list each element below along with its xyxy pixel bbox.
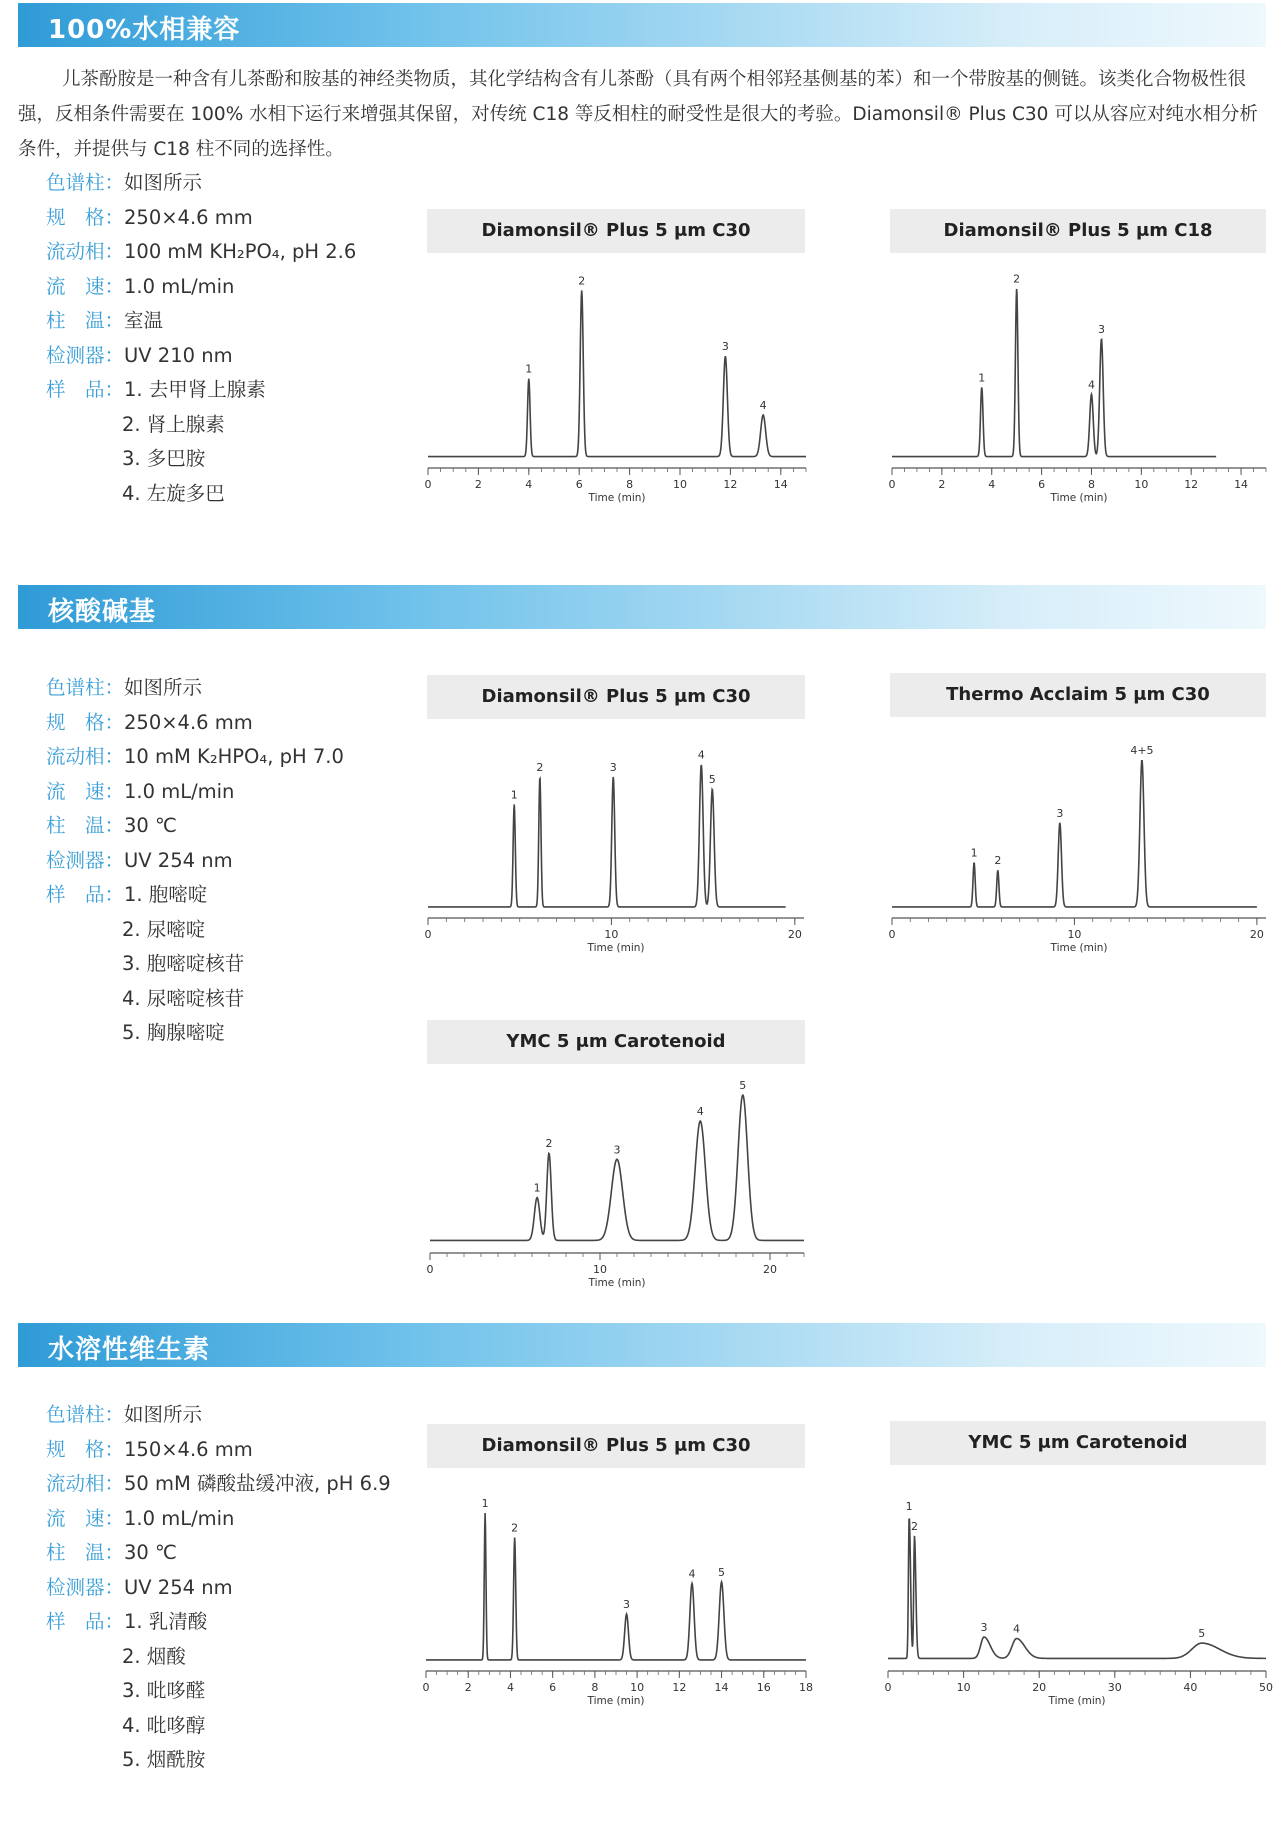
- param-label: 流动相：: [46, 745, 125, 768]
- peak-label: 1: [481, 1497, 489, 1511]
- peak-label: 2: [1013, 272, 1021, 286]
- chromatogram-trace: [428, 765, 786, 907]
- conditions-list-3: [46, 1398, 391, 1778]
- sample-item: 4. 吡哆醇: [122, 1713, 206, 1737]
- tick-label: 14: [1234, 478, 1249, 491]
- param-row: [46, 235, 356, 270]
- tick-label: 10: [593, 1263, 607, 1276]
- tick-label: 10: [956, 1681, 971, 1694]
- param-row: [46, 201, 356, 236]
- tick-label: 2: [464, 1681, 472, 1694]
- tick-label: 18: [799, 1681, 813, 1694]
- param-row: [46, 671, 344, 706]
- chromatogram-trace: [428, 290, 806, 456]
- tick-label: 10: [1134, 478, 1149, 491]
- sample-item: 5. 胸腺嘧啶: [122, 1021, 225, 1044]
- tick-label: 4: [506, 1681, 514, 1694]
- param-value: 150×4.6 mm: [124, 1437, 253, 1461]
- tick-label: 16: [756, 1681, 771, 1694]
- param-label: 检测器：: [46, 848, 125, 872]
- tick-label: 2: [474, 478, 482, 491]
- x-axis-label: Time (min): [587, 1695, 645, 1707]
- chromatogram-trace: [892, 761, 1257, 907]
- sample-item: 2. 肾上腺素: [122, 412, 225, 436]
- param-label: 柱 温：: [46, 1541, 125, 1564]
- tick-label: 10: [630, 1681, 645, 1694]
- chart-title: Diamonsil® Plus 5 μm C30: [427, 675, 805, 719]
- tick-label: 6: [1038, 478, 1046, 491]
- peak-label: 3: [980, 1620, 988, 1634]
- param-row: [46, 1605, 391, 1640]
- param-row: [46, 339, 356, 374]
- peak-label: 2: [910, 1520, 918, 1534]
- param-row: [46, 1536, 391, 1571]
- section-header-nucleobase: [18, 585, 1266, 629]
- param-label: 色谱柱：: [46, 676, 125, 699]
- sample-item: 2. 烟酸: [122, 1644, 186, 1668]
- param-row: [46, 373, 356, 408]
- param-label: 流动相：: [46, 1472, 125, 1495]
- param-row: [46, 1433, 391, 1468]
- peak-label: 5: [708, 773, 716, 787]
- tick-label: 30: [1107, 1681, 1122, 1694]
- chromatogram-trace: [888, 1519, 1266, 1659]
- peak-label: 2: [578, 274, 586, 288]
- tick-label: 0: [422, 1681, 430, 1694]
- param-row: [46, 844, 344, 879]
- param-value: 250×4.6 mm: [124, 710, 253, 734]
- param-value: 1.0 mL/min: [124, 274, 235, 298]
- param-label: 色谱柱：: [46, 171, 125, 194]
- chart-title: YMC 5 μm Carotenoid: [427, 1020, 805, 1064]
- chromatogram-trace: [892, 289, 1216, 457]
- conditions-list-1: [46, 166, 356, 511]
- tick-label: 0: [424, 928, 432, 941]
- chromatogram-c30-vitamin: [422, 1497, 813, 1718]
- section-title: 核酸碱基: [48, 597, 157, 627]
- param-row: [46, 809, 344, 844]
- intro-paragraph: 儿茶酚胺是一种含有儿茶酚和胺基的神经类物质，其化学结构含有儿茶酚（具有两个相邻羟基侧基的苯）和一个带胺基的侧链。该类化合物极性很强，反相条件需要在 100% 水相下运行来增强其保留，对传统 C18 等反相柱的耐受性是很大的考验。Diamonsil® Plus C30 可以从容应对纯水相分析条件，并提供与 C18 柱不同的选择性。: [18, 69, 1258, 160]
- tick-label: 50: [1259, 1681, 1273, 1694]
- param-value: 50 mM 磷酸盐缓冲液, pH 6.9: [124, 1472, 391, 1495]
- peak-label: 4: [696, 1105, 704, 1119]
- param-value: 如图所示: [124, 1403, 203, 1426]
- peak-label: 5: [1198, 1627, 1206, 1641]
- peak-label: 4: [688, 1567, 696, 1581]
- peak-label: 4+5: [1130, 744, 1154, 758]
- peak-label: 2: [545, 1137, 553, 1151]
- tick-label: 6: [549, 1681, 557, 1694]
- param-label: 流 速：: [46, 274, 125, 298]
- tick-label: 20: [1032, 1681, 1047, 1694]
- section-title: 100%水相兼容: [48, 15, 241, 45]
- param-value: UV 210 nm: [124, 343, 233, 367]
- tick-label: 12: [672, 1681, 687, 1694]
- tick-label: 10: [1067, 928, 1082, 941]
- param-label: 检测器：: [46, 1575, 125, 1599]
- param-label: 流动相：: [46, 240, 125, 263]
- param-row: [46, 878, 344, 913]
- param-label: 柱 温：: [46, 309, 125, 332]
- chromatogram-acclaim-nucleobase: [888, 744, 1268, 965]
- peak-label: 3: [1097, 322, 1105, 336]
- tick-label: 12: [723, 478, 738, 491]
- tick-label: 14: [714, 1681, 729, 1694]
- param-row: [46, 166, 356, 201]
- param-value: 1.0 mL/min: [124, 1506, 235, 1530]
- tick-label: 40: [1183, 1681, 1198, 1694]
- sample-item: 3. 吡哆醛: [122, 1679, 206, 1702]
- section-title: 水溶性维生素: [48, 1335, 211, 1365]
- section-header-aqueous: [18, 3, 1266, 47]
- peak-label: 3: [609, 760, 617, 774]
- peak-label: 2: [536, 760, 544, 774]
- tick-label: 14: [773, 478, 788, 491]
- chart-title: Diamonsil® Plus 5 μm C18: [890, 209, 1266, 253]
- peak-label: 5: [718, 1565, 726, 1579]
- param-label: 规 格：: [46, 205, 125, 229]
- peak-label: 2: [994, 854, 1002, 868]
- chromatogram-trace: [426, 1513, 806, 1660]
- param-row: [46, 740, 344, 775]
- sample-item: 5. 烟酰胺: [122, 1748, 206, 1771]
- peak-label: 4: [697, 748, 705, 762]
- param-value: 1. 胞嘧啶: [124, 883, 208, 906]
- x-axis-label: Time (min): [587, 942, 645, 954]
- peak-label: 3: [721, 340, 729, 354]
- chromatogram-c30-nucleobase: [424, 745, 806, 965]
- peak-label: 1: [978, 371, 986, 385]
- param-label: 流 速：: [46, 779, 125, 803]
- peak-label: 3: [1056, 806, 1064, 820]
- param-label: 色谱柱：: [46, 1403, 125, 1426]
- sample-item: 3. 胞嘧啶核苷: [122, 952, 245, 975]
- param-label: 检测器：: [46, 343, 125, 367]
- param-value: 1.0 mL/min: [124, 779, 235, 803]
- x-axis-label: Time (min): [588, 1277, 646, 1289]
- chromatogram-trace: [430, 1095, 804, 1240]
- param-value: 室温: [124, 309, 164, 332]
- param-label: 流 速：: [46, 1506, 125, 1530]
- peak-label: 3: [613, 1143, 621, 1157]
- tick-label: 8: [591, 1681, 599, 1694]
- tick-label: 12: [1184, 478, 1199, 491]
- peak-label: 5: [739, 1079, 747, 1093]
- peak-label: 4: [759, 399, 767, 413]
- tick-label: 2: [938, 478, 946, 491]
- peak-label: 1: [970, 846, 978, 860]
- x-axis-label: Time (min): [1048, 1695, 1106, 1707]
- x-axis-label: Time (min): [1050, 492, 1108, 504]
- param-value: 1. 去甲肾上腺素: [124, 378, 266, 401]
- tick-label: 10: [673, 478, 687, 491]
- chromatogram-c30-catecholamine: [424, 274, 808, 515]
- sample-item: 3. 多巴胺: [122, 447, 206, 470]
- peak-label: 2: [511, 1521, 519, 1535]
- sample-item: 4. 尿嘧啶核苷: [122, 986, 245, 1010]
- peak-label: 1: [525, 362, 533, 376]
- param-label: 规 格：: [46, 1437, 125, 1461]
- peak-label: 1: [533, 1181, 541, 1195]
- param-row: [46, 1467, 391, 1502]
- param-row: [46, 775, 344, 810]
- peak-label: 1: [510, 788, 518, 802]
- param-row: [46, 1571, 391, 1606]
- param-value: UV 254 nm: [124, 1575, 233, 1599]
- tick-label: 20: [763, 1263, 777, 1276]
- chromatogram-ymc-vitamin: [884, 1498, 1273, 1718]
- param-label: 样 品：: [46, 1610, 125, 1633]
- param-label: 样 品：: [46, 378, 125, 401]
- x-axis-label: Time (min): [588, 492, 646, 504]
- section-header-vitamin: [18, 1323, 1266, 1367]
- param-value: 250×4.6 mm: [124, 205, 253, 229]
- tick-label: 10: [604, 928, 619, 941]
- chart-title: Diamonsil® Plus 5 μm C30: [427, 1424, 805, 1468]
- param-value: UV 254 nm: [124, 848, 233, 872]
- tick-label: 0: [424, 478, 432, 491]
- sample-item: 2. 尿嘧啶: [122, 917, 206, 941]
- param-value: 10 mM K₂HPO₄, pH 7.0: [124, 745, 344, 768]
- param-value: 1. 乳清酸: [124, 1610, 208, 1633]
- tick-label: 0: [888, 928, 896, 941]
- chromatogram-ymc-nucleobase: [426, 1079, 806, 1300]
- tick-label: 20: [1249, 928, 1264, 941]
- chart-title: YMC 5 μm Carotenoid: [890, 1421, 1266, 1465]
- tick-label: 4: [988, 478, 996, 491]
- tick-label: 4: [525, 478, 533, 491]
- tick-label: 20: [787, 928, 802, 941]
- conditions-list-2: [46, 671, 344, 1051]
- param-value: 如图所示: [124, 171, 203, 194]
- param-value: 100 mM KH₂PO₄, pH 2.6: [124, 240, 357, 263]
- chart-title: Thermo Acclaim 5 μm C30: [890, 673, 1266, 717]
- tick-label: 0: [888, 478, 896, 491]
- peak-label: 1: [905, 1500, 913, 1514]
- chromatogram-c18-catecholamine: [888, 272, 1268, 515]
- param-row: [46, 304, 356, 339]
- param-row: [46, 1502, 391, 1537]
- param-label: 规 格：: [46, 710, 125, 734]
- tick-label: 0: [884, 1681, 892, 1694]
- tick-label: 8: [1087, 478, 1095, 491]
- sample-item: 4. 左旋多巴: [122, 481, 225, 505]
- param-row: [46, 1398, 391, 1433]
- tick-label: 0: [426, 1263, 434, 1276]
- param-value: 如图所示: [124, 676, 203, 699]
- chart-title: Diamonsil® Plus 5 μm C30: [427, 209, 805, 253]
- peak-label: 3: [623, 1598, 631, 1612]
- x-axis-label: Time (min): [1050, 942, 1108, 954]
- param-row: [46, 270, 356, 305]
- param-value: 30 ℃: [124, 1541, 177, 1564]
- param-row: [46, 706, 344, 741]
- param-label: 样 品：: [46, 883, 125, 906]
- param-label: 柱 温：: [46, 814, 125, 837]
- tick-label: 8: [626, 478, 634, 491]
- peak-label: 4: [1087, 378, 1095, 392]
- tick-label: 6: [575, 478, 583, 491]
- param-value: 30 ℃: [124, 814, 177, 837]
- peak-label: 4: [1013, 1622, 1021, 1636]
